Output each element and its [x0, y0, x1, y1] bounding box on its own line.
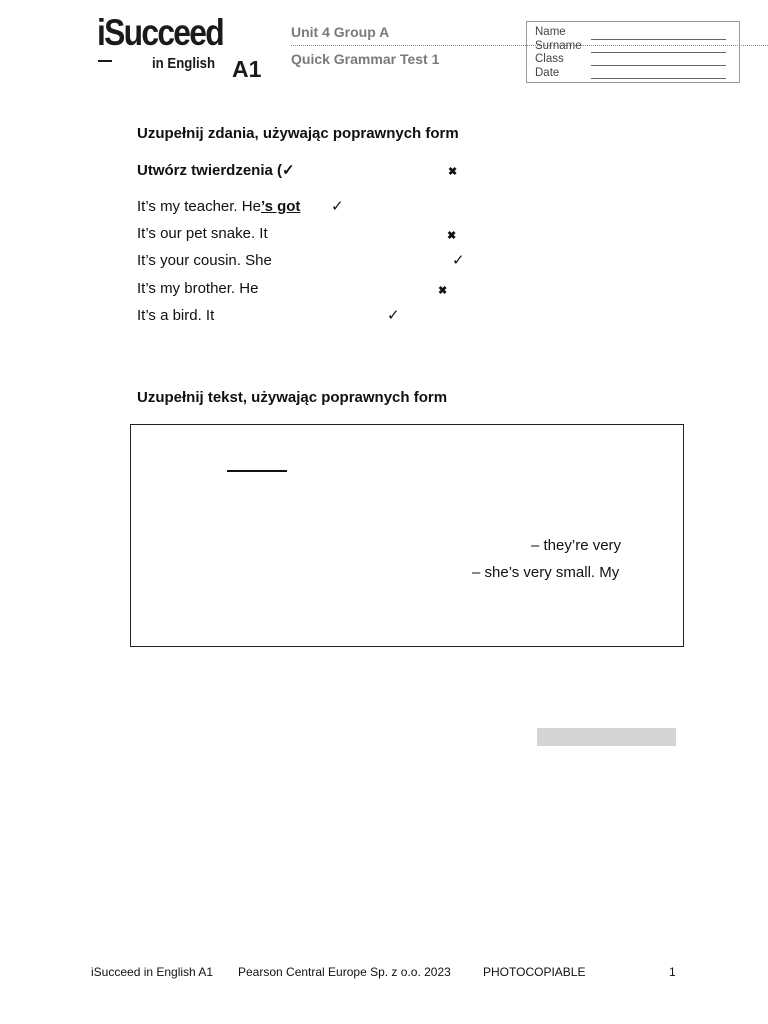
logo-level: A1 — [232, 56, 262, 82]
page-number: 1 — [669, 965, 676, 979]
example-answer: ’s got — [260, 198, 301, 215]
cross-icon: ✖ — [447, 230, 457, 242]
text-box — [130, 424, 684, 647]
footer-book: iSucceed in English A1 — [91, 965, 214, 979]
date-label: Date — [535, 67, 560, 79]
class-field[interactable] — [591, 65, 726, 66]
sentence-item: It’s a bird. It — [137, 307, 215, 324]
exercise1-subheading: Utwórz twierdzenia (✓ — [137, 162, 295, 179]
student-info-box — [526, 21, 740, 83]
date-field[interactable] — [591, 78, 726, 79]
unit-title: Unit 4 Group A — [291, 24, 390, 40]
check-icon: ✓ — [452, 252, 465, 269]
sentence-item: It’s our pet snake. It — [137, 225, 268, 242]
logo-subtitle: in English — [152, 55, 216, 72]
surname-label: Surname — [535, 40, 582, 52]
score-bar — [537, 728, 676, 746]
logo-title: iSucceed — [97, 12, 223, 53]
logo-underline — [98, 60, 112, 62]
sentence-item: It’s my brother. He — [137, 280, 259, 297]
footer-notice: PHOTOCOPIABLE — [483, 965, 586, 979]
cross-icon: ✖ — [438, 285, 448, 297]
example-sentence — [137, 198, 300, 215]
check-icon: ✓ — [331, 198, 344, 215]
footer-publisher: Pearson Central Europe Sp. z o.o. 2023 — [238, 965, 451, 979]
cross-icon: ✖ — [448, 166, 458, 178]
name-label: Name — [535, 26, 566, 38]
test-title: Quick Grammar Test 1 — [291, 51, 440, 67]
exercise2-heading: Uzupełnij tekst, używając poprawnych form — [137, 389, 448, 406]
class-label: Class — [535, 53, 564, 65]
sentence-item: It’s your cousin. She — [137, 252, 272, 269]
name-field[interactable] — [591, 39, 726, 40]
example-prefix: It’s my teacher. He — [137, 198, 261, 215]
answer-blank[interactable] — [227, 470, 287, 472]
text-line-1: – they’re very — [531, 537, 622, 554]
check-icon: ✓ — [387, 307, 400, 324]
exercise1-heading: Uzupełnij zdania, używając poprawnych form — [137, 125, 459, 142]
text-line-2: – she’s very small. My — [472, 564, 620, 581]
surname-field[interactable] — [591, 52, 726, 53]
